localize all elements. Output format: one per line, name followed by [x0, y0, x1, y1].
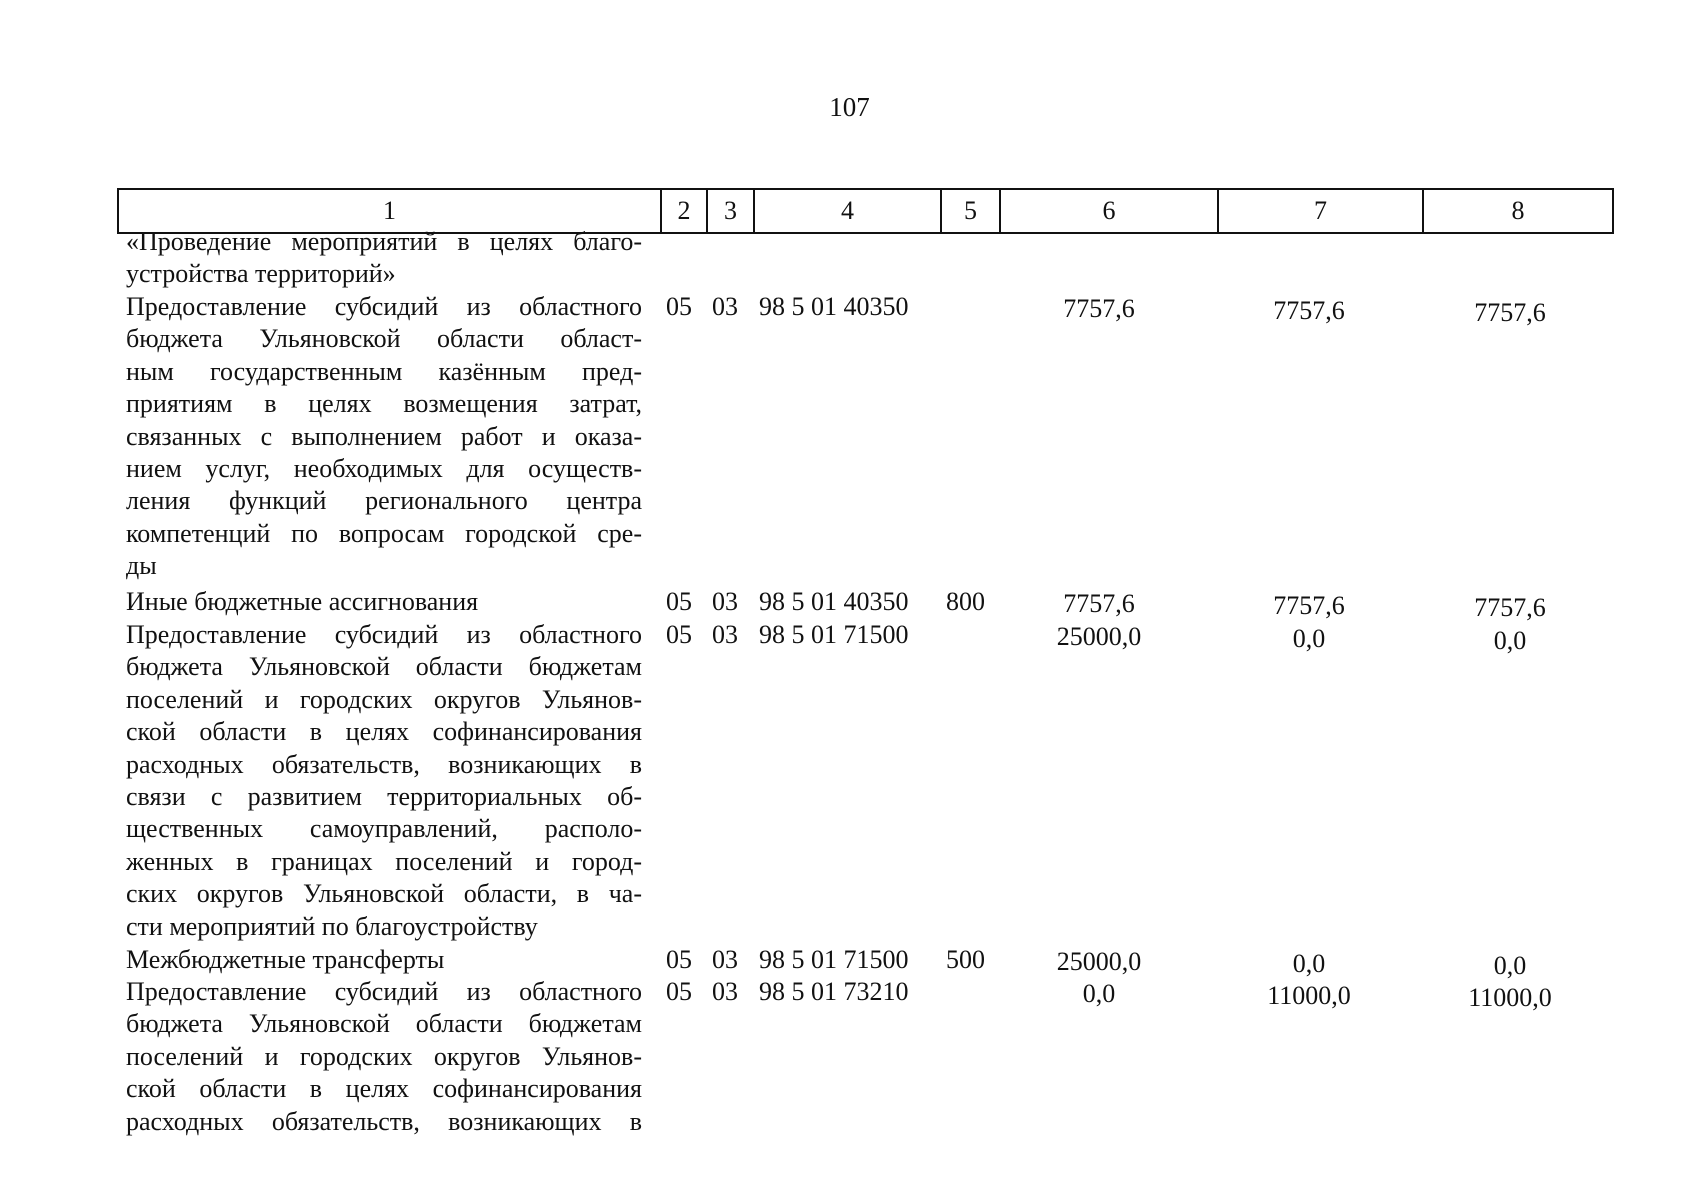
description-line: поселений и городских округов Ульянов- — [126, 684, 642, 714]
description-line: бюджета Ульяновской области област- — [126, 324, 642, 354]
expense-type-code: 500 — [946, 945, 985, 974]
description-line: бюджета Ульяновской области бюджетам — [126, 1009, 642, 1039]
amount-col-8: 11000,0 — [1468, 983, 1552, 1012]
page-number: 107 — [829, 92, 870, 122]
row-description — [126, 944, 642, 976]
section-code: 05 — [666, 977, 692, 1006]
section-code: 05 — [666, 587, 692, 616]
description-line: бюджета Ульяновской области бюджетам — [126, 652, 642, 682]
description-line: Иные бюджетные ассигнования — [126, 587, 479, 616]
target-article-code: 98 5 01 40350 — [759, 587, 909, 616]
amount-col-8: 0,0 — [1493, 951, 1527, 980]
amount-col-6: 25000,0 — [1056, 947, 1142, 976]
description-line: ской области в целях софинансирования — [126, 1074, 642, 1104]
row-description — [126, 586, 642, 618]
row-description — [126, 976, 642, 1138]
amount-col-7: 0,0 — [1292, 624, 1326, 653]
section-code: 05 — [666, 620, 692, 649]
description-line: расходных обязательств, возникающих в — [126, 1106, 642, 1136]
description-line: устройства территорий» — [126, 259, 396, 289]
description-line: связи с развитием территориальных об- — [126, 782, 642, 812]
target-article-code: 98 5 01 71500 — [759, 620, 909, 649]
amount-col-7: 11000,0 — [1267, 981, 1351, 1010]
section-code: 05 — [666, 292, 692, 321]
description-line: ды — [126, 551, 157, 581]
header-col-5: 5 — [941, 189, 1000, 233]
description-line: Межбюджетные трансферты — [126, 945, 445, 974]
description-line: Предоставление субсидий из областного — [126, 292, 642, 321]
row-description — [126, 291, 642, 583]
description-line: приятиям в целях возмещения затрат, — [126, 389, 642, 419]
description-line: нием услуг, необходимых для осуществ- — [126, 454, 642, 484]
amount-col-8: 7757,6 — [1474, 298, 1546, 327]
amount-col-7: 0,0 — [1292, 949, 1326, 978]
description-line: ным государственным казённым пред- — [126, 356, 642, 386]
description-line: сти мероприятий по благоустройству — [126, 911, 538, 941]
header-col-7: 7 — [1218, 189, 1423, 233]
header-col-1: 1 — [118, 189, 661, 233]
description-line: компетенций по вопросам городской сре- — [126, 518, 642, 548]
subsection-code: 03 — [712, 587, 738, 616]
row-description — [126, 226, 642, 291]
description-line: расходных обязательств, возникающих в — [126, 749, 642, 779]
description-line: связанных с выполнением работ и оказа- — [126, 421, 642, 451]
description-line: поселений и городских округов Ульянов- — [126, 1041, 642, 1071]
header-col-4: 4 — [754, 189, 941, 233]
subsection-code: 03 — [712, 977, 738, 1006]
amount-col-7: 7757,6 — [1273, 296, 1345, 325]
description-line: Предоставление субсидий из областного — [126, 977, 642, 1006]
row-description — [126, 619, 642, 943]
target-article-code: 98 5 01 73210 — [759, 977, 909, 1006]
amount-col-6: 0,0 — [1082, 979, 1116, 1008]
description-line: ских округов Ульяновской области, в ча- — [126, 879, 642, 909]
description-line: «Проведение мероприятий в целях благо- — [126, 227, 642, 256]
amount-col-7: 7757,6 — [1273, 591, 1345, 620]
description-line: щественных самоуправлений, располо- — [126, 814, 642, 844]
amount-col-8: 0,0 — [1493, 626, 1527, 655]
target-article-code: 98 5 01 40350 — [759, 292, 909, 321]
description-line: ления функций регионального центра — [126, 486, 642, 516]
description-line: женных в границах поселений и город- — [126, 846, 642, 876]
amount-col-6: 7757,6 — [1063, 589, 1135, 618]
amount-col-8: 7757,6 — [1474, 593, 1546, 622]
subsection-code: 03 — [712, 620, 738, 649]
amount-col-6: 25000,0 — [1056, 622, 1142, 651]
subsection-code: 03 — [712, 945, 738, 974]
header-col-2: 2 — [661, 189, 707, 233]
description-line: Предоставление субсидий из областного — [126, 620, 642, 649]
header-col-8: 8 — [1423, 189, 1613, 233]
description-line: ской области в целях софинансирования — [126, 717, 642, 747]
subsection-code: 03 — [712, 292, 738, 321]
section-code: 05 — [666, 945, 692, 974]
expense-type-code: 800 — [946, 587, 985, 616]
header-col-6: 6 — [1000, 189, 1218, 233]
target-article-code: 98 5 01 71500 — [759, 945, 909, 974]
header-col-3: 3 — [707, 189, 754, 233]
amount-col-6: 7757,6 — [1063, 294, 1135, 323]
